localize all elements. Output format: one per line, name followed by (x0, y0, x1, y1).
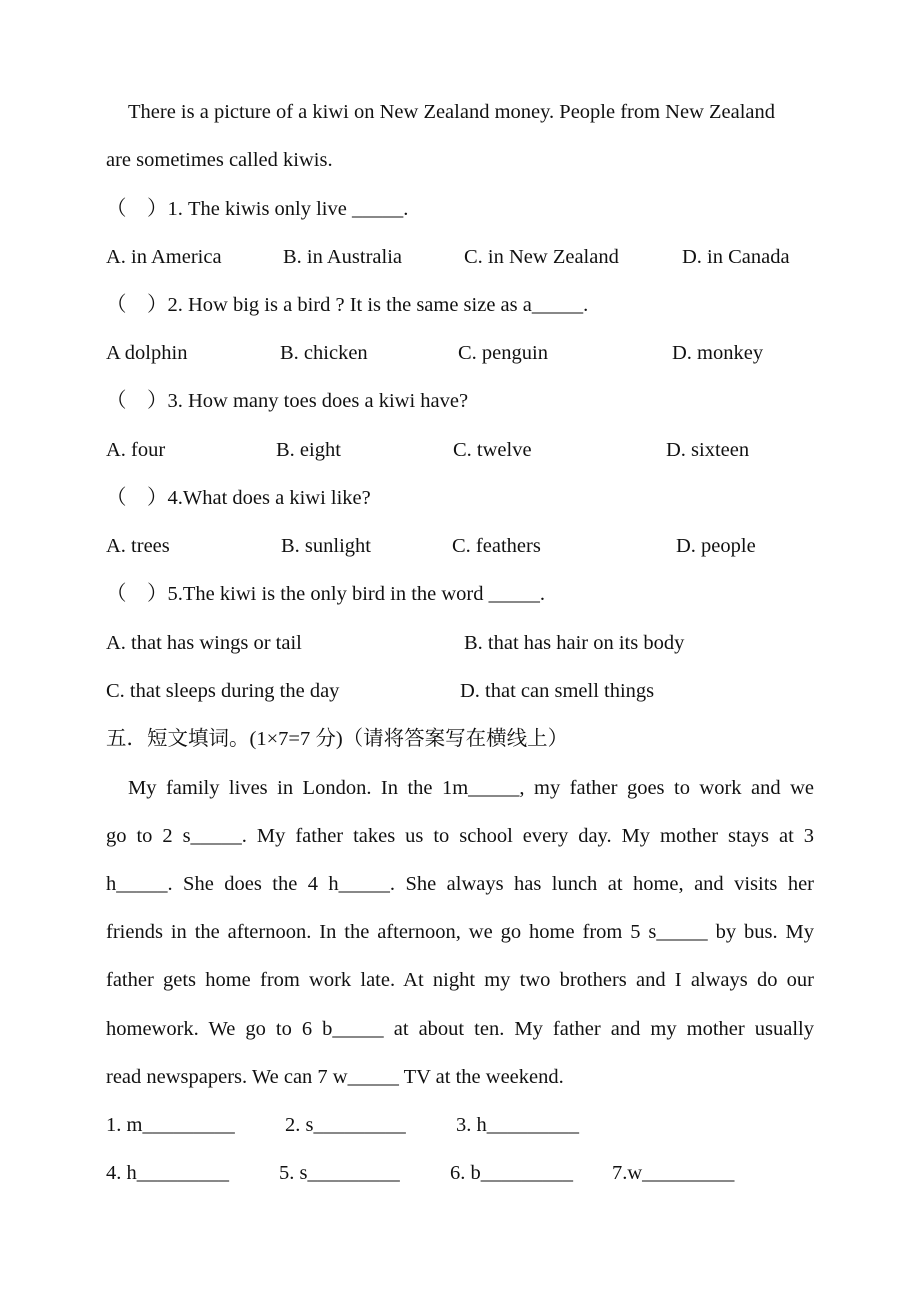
cloze-line-2: go to 2 s_____. My father takes us to school every day. My mother stays at 3 (106, 825, 814, 847)
question-4-stem: （ ）4.What does a kiwi like? (106, 487, 371, 509)
question-1-option-b: B. in Australia (283, 246, 403, 268)
question-5-option-b: B. that has hair on its body (464, 632, 685, 654)
question-2-option-a: A dolphin (106, 342, 188, 364)
passage-line-2: are sometimes called kiwis. (106, 149, 333, 171)
passage-line-1: There is a picture of a kiwi on New Zealand money. People from New Zealand (128, 101, 776, 123)
question-4-option-c: C. feathers (452, 535, 541, 557)
answer-blank-6: 6. b_________ (450, 1162, 573, 1184)
cloze-line-5: father gets home from work late. At night my two brothers and I always do our (106, 969, 814, 991)
question-3-stem: （ ）3. How many toes does a kiwi have? (106, 390, 469, 412)
question-1-option-c: C. in New Zealand (464, 246, 619, 268)
question-5-option-a: A. that has wings or tail (106, 632, 302, 654)
question-5-stem: （ ）5.The kiwi is the only bird in the word _____. (106, 583, 545, 605)
question-4-option-d: D. people (676, 535, 756, 557)
question-1-option-a: A. in America (106, 246, 222, 268)
answer-blank-7: 7.w_________ (612, 1162, 735, 1184)
question-3-option-d: D. sixteen (666, 439, 750, 461)
answer-blank-5: 5. s_________ (279, 1162, 400, 1184)
answer-blank-1: 1. m_________ (106, 1114, 235, 1136)
cloze-line-1: My family lives in London. In the 1m_____, my father goes to work and we (128, 777, 814, 799)
question-4-option-b: B. sunlight (281, 535, 371, 557)
section-5-heading: 五．短文填词。(1×7=7 分)（请将答案写在横线上） (106, 728, 569, 750)
question-2-option-d: D. monkey (672, 342, 764, 364)
cloze-line-6: homework. We go to 6 b_____ at about ten. My father and my mother usually (106, 1018, 814, 1040)
answer-blank-4: 4. h_________ (106, 1162, 229, 1184)
question-2-stem: （ ）2. How big is a bird ? It is the same size as a_____. (106, 294, 589, 316)
question-1-stem: （ ）1. The kiwis only live _____. (106, 198, 409, 220)
question-3-option-b: B. eight (276, 439, 341, 461)
question-4-option-a: A. trees (106, 535, 170, 557)
cloze-line-7: read newspapers. We can 7 w_____ TV at the weekend. (106, 1066, 564, 1088)
question-2-option-b: B. chicken (280, 342, 368, 364)
cloze-line-3: h_____. She does the 4 h_____. She always has lunch at home, and visits her (106, 873, 814, 895)
answer-blank-2: 2. s_________ (285, 1114, 406, 1136)
answer-blank-3: 3. h_________ (456, 1114, 579, 1136)
question-3-option-c: C. twelve (453, 439, 532, 461)
question-5-option-d: D. that can smell things (460, 680, 655, 702)
question-5-option-c: C. that sleeps during the day (106, 680, 340, 702)
cloze-line-4: friends in the afternoon. In the afternoon, we go home from 5 s_____ by bus. My (106, 921, 814, 943)
question-2-option-c: C. penguin (458, 342, 548, 364)
question-3-option-a: A. four (106, 439, 166, 461)
question-1-option-d: D. in Canada (682, 246, 790, 268)
